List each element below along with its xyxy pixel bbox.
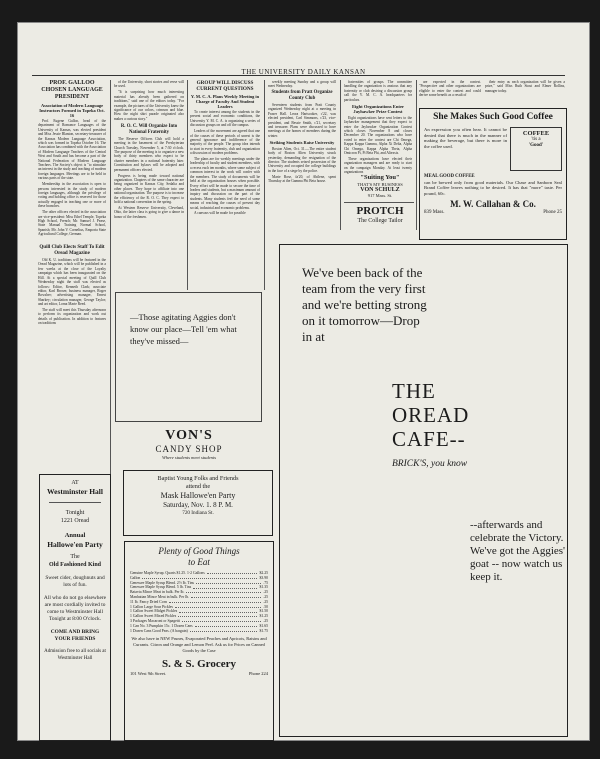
leader-dots	[142, 576, 257, 579]
group-para: Leaders of the movement are agreed that one of the causes of these periods of unrest is the general ignorance and indifference of the majority of the people. The group idea intends to start in every fraternity, club and organization a discussion of modern problems.	[190, 129, 260, 156]
roc-para: Progress is being made toward national organization. Chapters of the same character are being organized in Kansas City, Sedalia and other places. They hope to affiliate into one national organization. The purpose is to increase the efficiency of the R. O. C. They expect to hold a national convention in the spring.	[114, 173, 184, 205]
group-headline: GROUP WILL DISCUSS CURRENT QUESTIONS	[196, 80, 254, 92]
leader-dots	[193, 585, 257, 588]
column-5	[344, 80, 412, 176]
grocery-item-price: $1.50	[259, 609, 268, 614]
leader-dots	[182, 619, 261, 622]
leader-dots	[190, 629, 258, 632]
eight-headline: Eight Organizations Enter Jayhawker Prize Contest	[351, 103, 405, 114]
snippet-top: their entry as each organization will be given a prize," said Miss Ruth Stout and Elmer Rollins, manager today.	[485, 80, 565, 93]
masthead: THE UNIVERSITY DAILY KANSAN	[241, 68, 366, 76]
quill-headline: Quill Club Elects Staff To Edit Oread Magazine	[39, 244, 105, 256]
protch-tag: The College Tailor	[357, 218, 403, 224]
westminster-admission: Admission free to all socials at Westminster Hall	[44, 649, 106, 661]
grocery-item-name: Genessee Maple Syrup Blend. 5 lb. Tins	[130, 585, 192, 590]
grocery-item-price: .75	[263, 580, 268, 585]
column-1	[38, 80, 106, 327]
snippet-top: weekly meeting Sunday and a group will meet Wednesday.	[268, 80, 336, 89]
aggies-text: —Those agitating Aggies don't know our place—Tell 'em what they've missed—	[130, 312, 237, 346]
striking-para: Boston Alien, Oct. 31.—The entire student body of Boston Alien University struck yesterday, demanding the resignation of the director. The students seized possession of the University and occupied the college buildings in the face of a siege by the police.	[268, 146, 336, 173]
roc-para: The Reserve Officers Club will hold a meeting in the basement of the Presbyterian Church Tuesday, November 5, at 7:30 o'clock. The purpose of the meeting is to organize a new body of thirty members who expect to be charter members in a national fraternity later. Constitution and bylaws will be adopted and permanent officers elected.	[114, 136, 184, 172]
group-subhead: Y. M. C. A. Plans Weekly Meeting in Charge of Faculty And Student Leaders	[190, 93, 260, 109]
grocery-item-name: 1 Gallon Large Sour Pickles	[130, 604, 173, 609]
galloo-para: Membership in the association is open to persons interested in the study of modern foreign languages, although the privilege of voting and holding office is reserved for those actually engaged in teaching one or more of these branches.	[38, 182, 106, 209]
column-4	[268, 80, 336, 185]
baptist-date: Saturday, Nov. 1. 8 P. M.	[163, 501, 233, 509]
westminster-annual: Annual	[64, 532, 86, 539]
grocery-item-price: $1.75	[259, 628, 268, 633]
grocery-item-price: $1.25	[259, 614, 268, 619]
westminster-come: COME AND BRING YOUR FRIENDS	[50, 629, 100, 642]
westminster-place: Westminster Hall	[47, 487, 103, 496]
grocery-item-name: 1 Gallon Sweet Mixed Pickles	[130, 614, 177, 619]
column-rule	[264, 80, 265, 290]
oread-name-line: OREAD	[392, 403, 470, 427]
quill-para: The staff will meet this Thursday afternoon to perform its organization and work out details of publication. In addition to features on traditions	[38, 308, 106, 326]
grocery-note: We also have in NEW Prunes, Evaporated Peaches and Apricots, Raisins and Currants. Citron and Orange and Lemon Peel. Ask us for Prices on Canned Goods by the Case	[131, 636, 267, 653]
vons-ad	[127, 428, 251, 460]
westminster-tonight: Tonight	[65, 510, 85, 516]
ad-rule	[344, 202, 414, 203]
grocery-ad	[124, 541, 274, 741]
grocery-item-name: Batavia Mince Meat in bulk. Per lb.	[130, 590, 185, 595]
coffee-can-illustration	[510, 127, 562, 171]
grocery-item-name: 1 Can No. 3 Pumpkin 15c. 1 Dozen Cans	[130, 623, 193, 628]
coffee-meal-body: can be brewed only from good materials. Our Chase and Sanborn Seal Brand Coffee leaves nothing to be desired. It has that "more" taste. Per pound, 60c.	[424, 179, 562, 196]
coffee-can-label: COFFEE	[522, 130, 550, 137]
oread-cafe-ad	[279, 244, 568, 737]
grocery-item-name: 1 Gallon Sweet Midget Pickles	[130, 609, 178, 614]
westminster-address: 1221 Oread	[60, 518, 90, 524]
coffee-body: An expression you often hear. It cannot be denied that there is much in the manner of making the beverage, but there is more in the coffee used.	[424, 127, 507, 149]
leader-dots	[169, 600, 261, 603]
baptist-address: 720 Indiana St.	[182, 510, 214, 516]
galloo-headline: PROF. GALLOO CHOSEN LANGUAGE PRESIDENT	[41, 80, 103, 100]
pratt-para: Seventeen students from Pratt County organized Wednesday night at a meeting in Fraser Hall. Leora Hartsooker, c'22, was elected president, Carl Simmons, c'23, vice-president, and Bessie Smith, c'21, secretary and treasurer. Plans were discussed to have meetings at the homes of members during the winter.	[268, 103, 336, 138]
eight-para: These organizations have elected their organization managers and are ready to start on the campaign Monday. At least twenty organizations	[344, 157, 412, 175]
oread-after: --afterwards and celebrate the Victory. We've got the Aggies' goat -- now watch us keep it.	[470, 519, 566, 583]
leader-dots	[178, 614, 257, 617]
grocery-heading: Plenty of Good Things	[158, 546, 240, 556]
grocery-item-name: 3 Packages Macaroni or Spagetti	[130, 618, 180, 623]
grocery-heading: to Eat	[188, 557, 210, 567]
oread-bricks: BRICK'S, you know	[392, 459, 468, 469]
coffee-can-label: 'Good'	[528, 143, 544, 148]
schulz-name: VON SCHULZ	[360, 186, 400, 193]
grocery-item-price: .50	[263, 604, 268, 609]
pratt-headline: Students from Pratt Organize County Club	[271, 90, 333, 101]
snippet-top: fraternities of groups. The committee handling the organization is anxious that any fraternity or club desiring a discussion group call the Y. M. C. A. headquarters for particulars.	[344, 80, 412, 102]
oread-name	[392, 379, 545, 451]
column-7	[485, 80, 565, 95]
grocery-item-price: $3.90	[259, 575, 268, 580]
eight-para: Eight organizations have sent letters to the Jayhawker management that they expect to enter the Jayhawker Organization Contest which closes November 8 and closes December 20. The organizations who have voted to enter the contest are Chi Omega, Kappa Kappa Gamma, Alpha Xi Delta, Alpha Chi Omega, Kappa Alpha Theta, Alpha Omicron Pi, Pi Beta Phi, and Aliexsis.	[344, 115, 412, 156]
westminster-the: The	[70, 554, 80, 560]
westminster-at: AT	[71, 480, 79, 486]
coffee-heading: She Makes Such Good Coffee	[433, 112, 553, 122]
protch-ad	[347, 205, 413, 224]
baptist-line1: Baptist Young Folks and Friends	[157, 475, 239, 482]
westminster-kind: Old Fashioned Kind	[48, 562, 102, 568]
coffee-phone: Phone 25	[543, 210, 562, 216]
grocery-item-price: .25	[263, 599, 268, 604]
grocery-item-price: $2.25	[259, 571, 268, 575]
westminster-invite: All who do not go elsewhere are most cordially invited to come to Westminster Hall Tonight at 8:00 O'clock.	[43, 595, 107, 622]
column-2	[114, 80, 184, 221]
newspaper-page	[17, 22, 590, 741]
grocery-item-price: $1.65	[259, 623, 268, 628]
quill-para: Old K. U. traditions will be featured in the Oread Magazine, which will be published in a few weeks at the close of the Loyalty campaign which has been inaugurated on the Hill. At a special meeting of Quill Club Wednesday night the staff was elected as follows: Editor, Kenneth Clark; associate editor, Karl Brown; business manager, Roger Bowsher; advertising manager, Ernest Sharkey; circulation manager, George Taylor; and art editor, Lorna Marie Reed.	[38, 258, 106, 307]
grocery-item-row	[130, 629, 268, 634]
grocery-price-list	[130, 571, 268, 633]
baptist-line2: attend the	[185, 483, 211, 490]
grocery-name: S. & S. Grocery	[161, 658, 237, 671]
grocery-address: 101 West 9th Street.	[130, 671, 167, 677]
striking-para: Marie Rose, fa'20, of Abilene, spent Thursday at the Gamma Phi Beta house.	[268, 174, 336, 184]
schulz-business: THAT'S MY BUSINESS	[357, 182, 403, 187]
westminster-treats: Sweet cider, doughnuts and lots of fun.	[45, 575, 105, 588]
vons-name: VON'S	[165, 428, 213, 443]
column-6	[419, 80, 481, 99]
snippet-top: are expected in the contest. "Prospective and other organizations are eligible to enter the contest and could derive some benefit as a result of	[419, 80, 481, 98]
grocery-item-name: Genuine Maple Syrup. Quarts $1.25. 1-2 Gallons	[130, 571, 205, 575]
column-rule	[110, 80, 111, 486]
snippet-top: "It is surprising how much interesting material has already been gathered on traditions," said one of the editors today. "For example, the pictures of the University knew the significance of our colors, crimson and blue. How the night shirt parade originated also makes a curious story."	[114, 90, 184, 121]
coffee-merchant: M. W. Callahan & Co.	[450, 199, 536, 210]
coffee-ad	[419, 108, 567, 240]
oread-intro: We've been back of the team from the very first and we're betting strong on it tomorrow—Drop in at	[302, 265, 427, 344]
group-para: A canvass will be made for possible	[194, 211, 246, 216]
grocery-item-price: .25	[263, 618, 268, 623]
grocery-phone: Phone 224	[248, 671, 268, 677]
baptist-ad	[123, 470, 273, 536]
striking-headline: Striking Students Raise University	[269, 140, 335, 146]
coffee-can-label: 'tis a	[531, 137, 541, 142]
grocery-item-name: 1 Dozen Cans Good Peas. (A bargain)	[130, 628, 188, 633]
leader-dots	[175, 605, 261, 608]
grocery-item-name: Genessee Maple Syrup Blend. 2½ lb. Tins	[130, 580, 195, 585]
column-rule	[340, 80, 341, 230]
vons-candy: CANDY SHOP	[155, 444, 223, 454]
schulz-slogan: "Suiting You"	[360, 174, 400, 181]
galloo-subhead: Association of Modern Language Instructors Formed in Topeka Oct. 16	[39, 102, 105, 118]
divider	[49, 502, 101, 503]
roc-para: At Western Reserve University, Cleveland, Ohio, the latter class is going to give a dance in honor of the freshmen.	[114, 205, 184, 219]
leader-dots	[186, 590, 261, 593]
leader-dots	[196, 581, 261, 584]
coffee-address: 839 Mass.	[424, 210, 445, 216]
grocery-item-price: .25	[263, 590, 268, 595]
grocery-item-name: 11 lb. Fancy Dried Corn	[130, 599, 167, 604]
schulz-address: 917 Mass. St.	[367, 193, 393, 198]
leader-dots	[191, 595, 261, 598]
schulz-ad	[347, 174, 413, 199]
galloo-para: Prof. Eugene Galloo, head of the department of Romance Languages of the University of Kansas, was elected president and Miss Jessie Blanton, secretary-treasurer of the Kansas Modern Language Association, which was formed in Topeka October 16. The Association has combined with the Association of Modern Language Teachers of the Central West and South and has become a part of the National Federation of Modern Language Teachers. The Society's object is "to stimulate an interest in the study and teaching of modern foreign languages. Meetings are to be held in various parts of the state.	[38, 119, 106, 181]
column-rule	[416, 80, 417, 230]
grocery-item-name: Gallon	[130, 575, 141, 580]
grocery-item-price: .25	[263, 594, 268, 599]
grocery-item-price: $1.35	[259, 585, 268, 590]
oread-name-line: THE	[392, 379, 436, 403]
group-para: The plans are for weekly meetings under the leadership of faculty and student members, with a recess each ten months, where some subject of common interest in the work will confer with the members. The study of documents will be held at the organization houses when possible. Every effort will be made to secure the time of leaders and students, but a maximum amount of inquiry and discussion on the part of the students. Many students feel the need of some means of reaching the causes of present day social, industrial and economic problems.	[190, 157, 260, 210]
group-para: To create interest among the students in the present social and economic conditions, the University Y. M. C. A. is organizing a series of discussion groups on and off the campus.	[190, 110, 260, 128]
galloo-para: The other officers elected in the association are vice-president: Miss Ethel Temple, Topeka High School, French; Mr. Samuel J. Pease, State Manual Training Normal School, Spanish; Mr. John V. Cornelius, Emporia State Agricultural College, German.	[38, 210, 106, 237]
baptist-event: Mask Hallowe'en Party	[160, 491, 236, 500]
grocery-item-name: Manhattan Mince Meat in bulk. Per lb.	[130, 594, 190, 599]
column-rule	[187, 80, 188, 290]
vons-tagline: Where students meet students	[161, 455, 217, 460]
leader-dots	[179, 609, 257, 612]
leader-dots	[195, 624, 258, 627]
leader-dots	[207, 571, 258, 574]
aggies-ad	[115, 292, 262, 422]
oread-name-line: CAFE--	[392, 427, 466, 451]
coffee-meal-title: MEAL GOOD COFFEE	[424, 174, 475, 179]
snippet-top: of the University, short stories and verse will be used.	[114, 80, 184, 89]
masthead-rule	[32, 75, 565, 76]
roc-headline: R. O. C. Will Organize Into National Fraternity	[120, 124, 178, 135]
protch-name: PROTCH	[356, 205, 404, 217]
column-3	[190, 80, 260, 217]
westminster-ad	[39, 474, 111, 741]
westminster-party: Hallowe'en Party	[47, 540, 103, 549]
